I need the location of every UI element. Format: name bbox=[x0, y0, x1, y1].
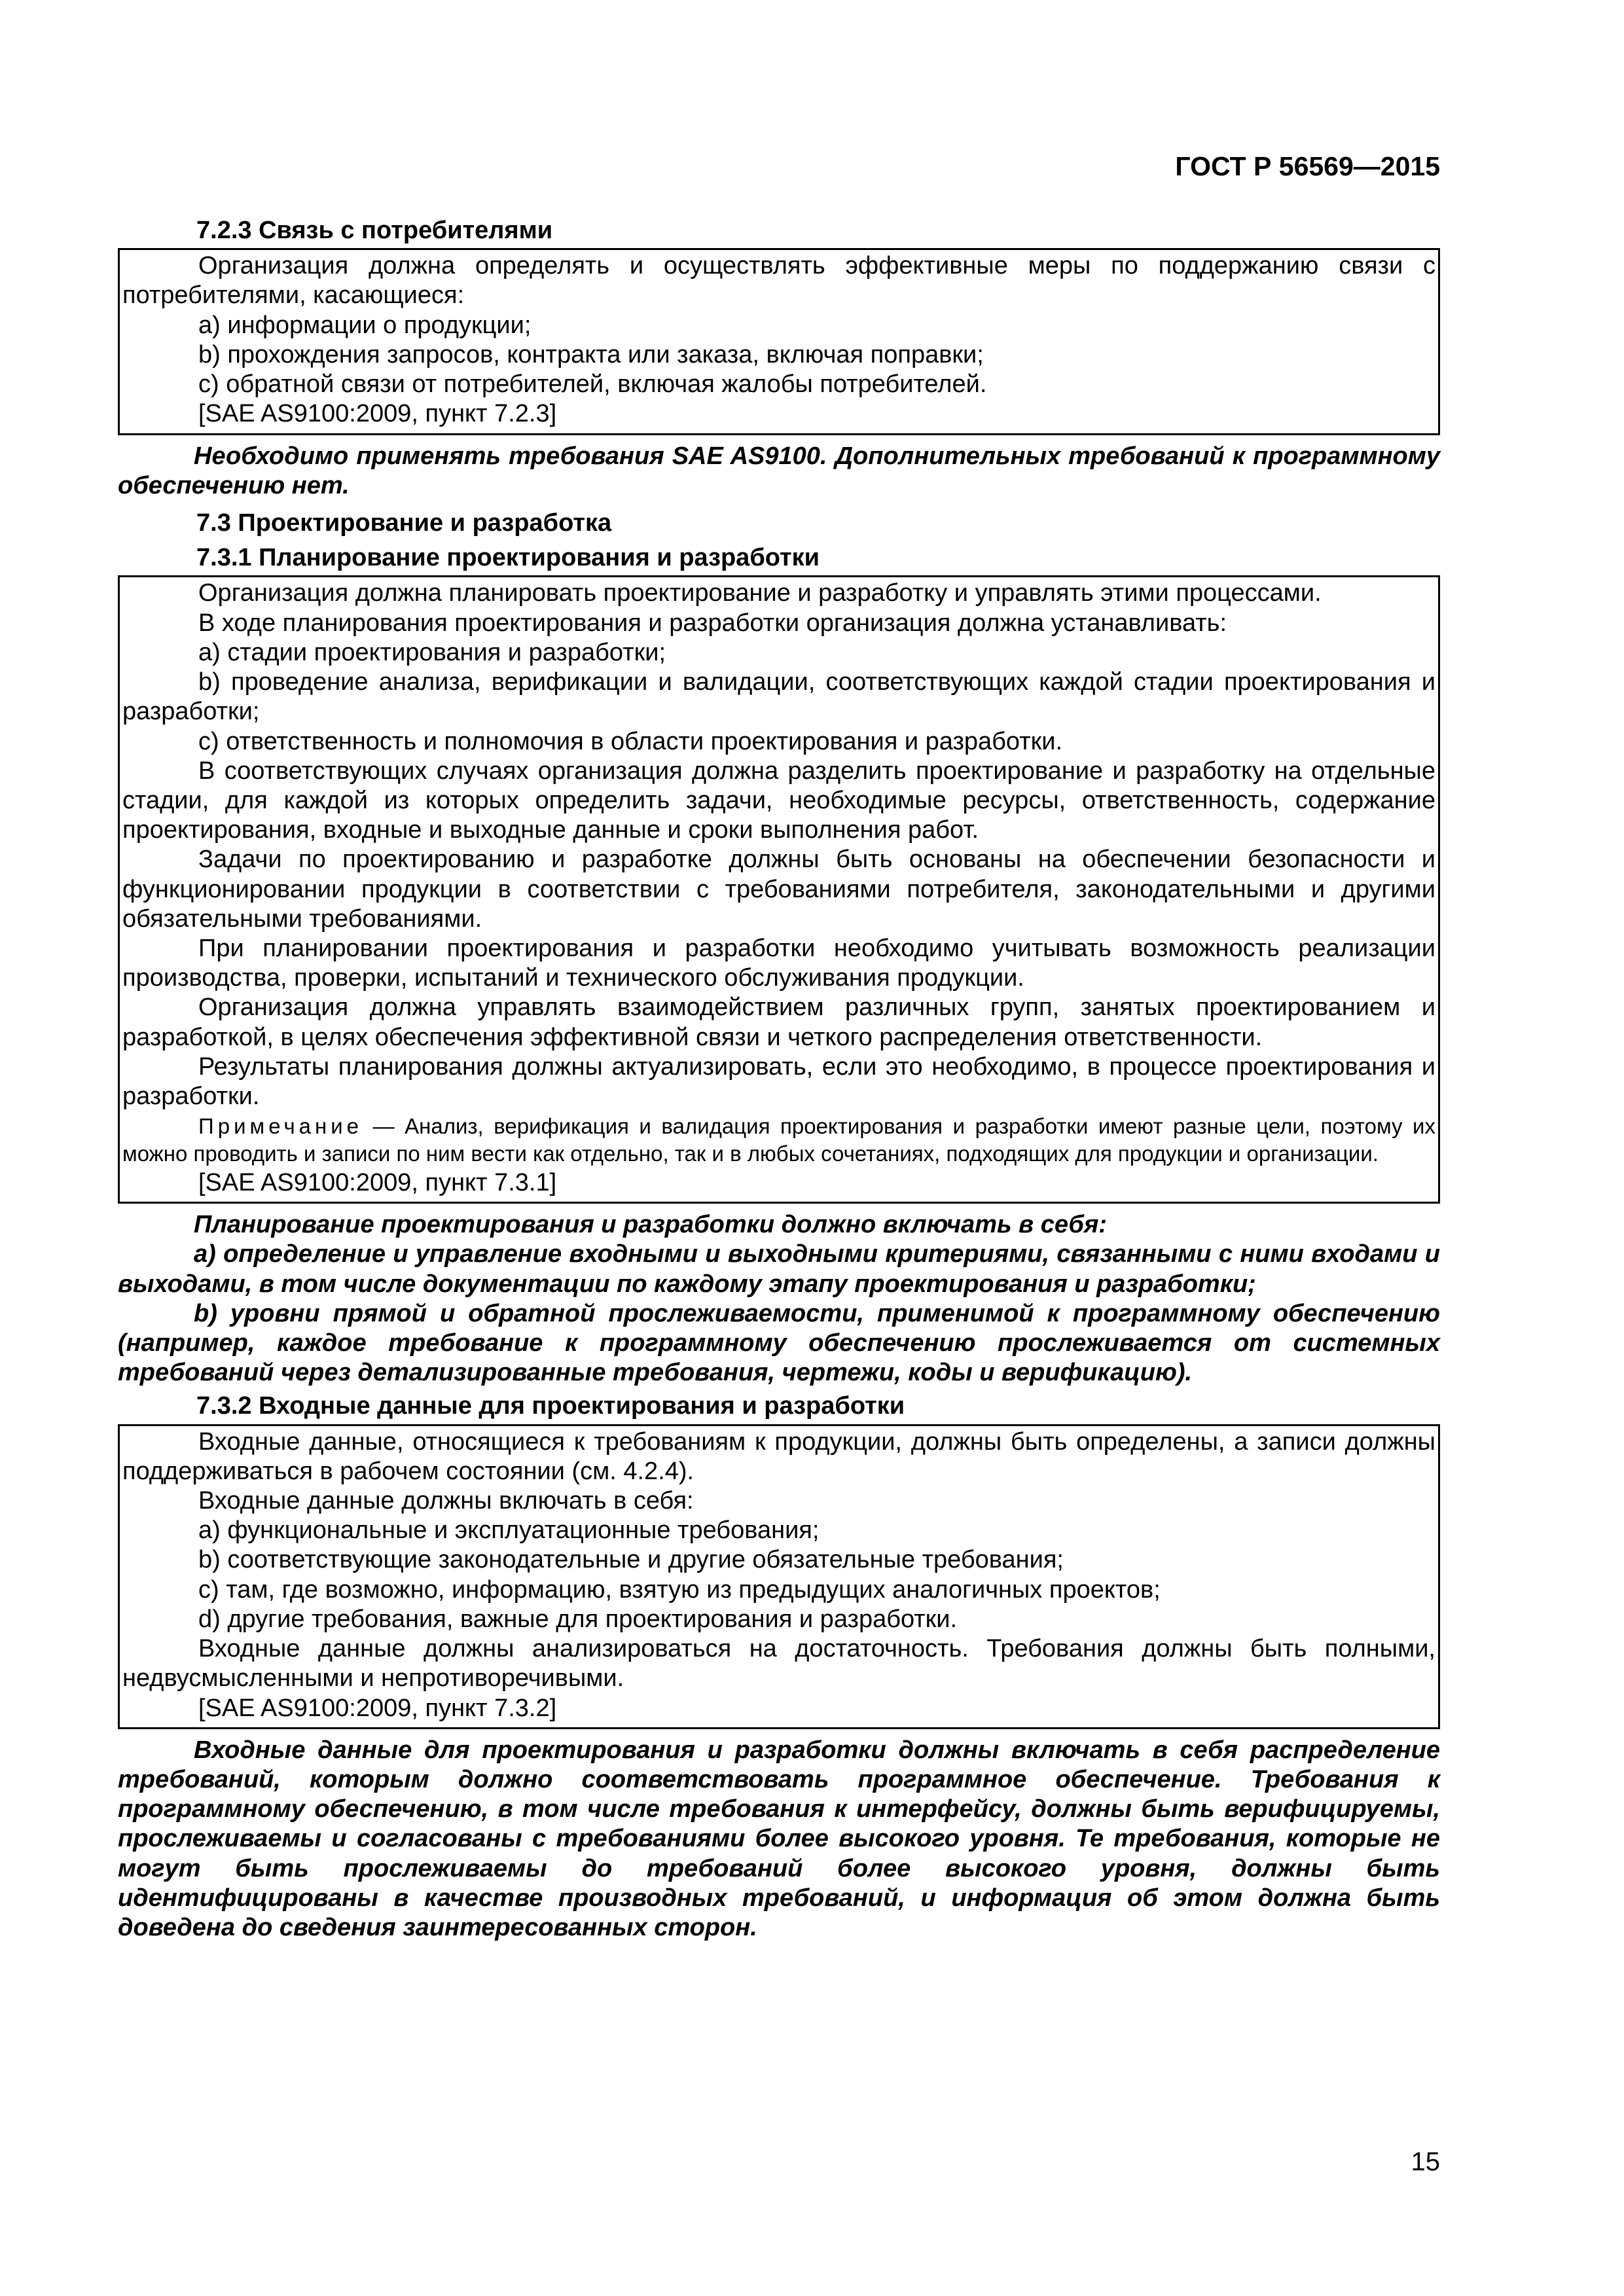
commentary-7-2-3: Необходимо применять требования SAE AS9100. Дополнительных требований к программному обеспечению нет. bbox=[118, 442, 1440, 499]
quoted-requirement-7-2-3 bbox=[118, 248, 1440, 435]
list-item: b) проведение анализа, верификации и валидации, соответствующих каждой стадии проектирования и разработки; bbox=[122, 668, 1435, 726]
commentary-7-3-2: Входные данные для проектирования и разработки должны включать в себя распределение требований, которым должно соответствовать программное обеспечение. Требования к программному обеспечению, в том числе требования к интерфейсу, должны быть верифицируемы, прослеживаемы и согласованы с требованиями более высокого уровня. Те требования, которые не могут быть прослеживаемы до требований более высокого уровня, должны быть идентифицированы в качестве производных требований, и информация об этом должна быть доведена до сведения заинтересованных сторон. bbox=[118, 1736, 1440, 1942]
paragraph: Результаты планирования должны актуализировать, если это необходимо, в процессе проектирования и разработки. bbox=[122, 1052, 1435, 1111]
commentary-item: b) уровни прямой и обратной прослеживаемости, применимой к программному обеспечению (например, каждое требование к программному обеспечению прослеживается от системных требований через детализированные требования, чертежи, коды и верификацию). bbox=[118, 1299, 1440, 1387]
commentary-item: a) определение и управление входными и выходными критериями, связанными с ними входами и выходами, в том числе документации по каждому этапу проектирования и разработки; bbox=[118, 1240, 1440, 1298]
paragraph: Входные данные должны анализироваться на достаточность. Требования должны быть полными, недвусмысленными и непротиворечивыми. bbox=[122, 1635, 1435, 1693]
paragraph: Входные данные должны включать в себя: bbox=[198, 1487, 694, 1515]
commentary-7-3-1 bbox=[118, 1210, 1440, 1388]
paragraph: В ходе планирования проектирования и разработки организация должна устанавливать: bbox=[198, 609, 1227, 637]
quoted-requirement-7-3-1 bbox=[118, 575, 1440, 1204]
section-7-3-heading: 7.3 Проектирование и разработка bbox=[196, 509, 612, 537]
document-code: ГОСТ Р 56569—2015 bbox=[1175, 151, 1440, 181]
page-body bbox=[118, 151, 1440, 1943]
paragraph: Задачи по проектированию и разработке должны быть основаны на обеспечении безопасности и функционировании продукции в соответствии с требованиями потребителя, законодательными и другими обязательными требованиями. bbox=[122, 846, 1435, 933]
list-item: b) соответствующие законодательные и другие обязательные требования; bbox=[198, 1546, 1064, 1574]
paragraph: Организация должна планировать проектирование и разработку и управлять этими процессами. bbox=[198, 579, 1322, 607]
list-item: d) другие требования, важные для проектирования и разработки. bbox=[198, 1605, 958, 1633]
list-item: b) прохождения запросов, контракта или заказа, включая поправки; bbox=[198, 340, 984, 368]
list-item: a) функциональные и эксплуатационные требования; bbox=[198, 1516, 820, 1545]
paragraph: При планировании проектирования и разработки необходимо учитывать возможность реализации производства, проверки, испытаний и технического обслуживания продукции. bbox=[122, 935, 1435, 992]
list-item: c) обратной связи от потребителей, включая жалобы потребителей. bbox=[198, 370, 987, 399]
paragraph: Организация должна управлять взаимодействием различных групп, занятых проектированием и разработкой, в целях обеспечения эффективной связи и четкого распределения ответственности. bbox=[122, 994, 1435, 1051]
list-item: c) ответственность и полномочия в области проектирования и разработки. bbox=[198, 727, 1063, 755]
paragraph: Организация должна определять и осуществлять эффективные меры по поддержанию связи с потребителями, касающиеся: bbox=[122, 252, 1435, 310]
quoted-requirement-7-3-2 bbox=[118, 1424, 1440, 1729]
page-number: 15 bbox=[1411, 2147, 1440, 2176]
reference: [SAE AS9100:2009, пункт 7.3.1] bbox=[198, 1168, 557, 1196]
section-7-3-1-heading: 7.3.1 Планирование проектирования и разработки bbox=[196, 544, 820, 572]
note-label: Примечание bbox=[198, 1114, 363, 1139]
list-item: a) стадии проектирования и разработки; bbox=[198, 638, 666, 666]
note bbox=[122, 1113, 1435, 1167]
list-item: a) информации о продукции; bbox=[198, 311, 532, 339]
commentary-intro: Планирование проектирования и разработки должно включать в себя: bbox=[194, 1211, 1107, 1239]
list-item: c) там, где возможно, информацию, взятую из предыдущих аналогичных проектов; bbox=[198, 1575, 1161, 1604]
reference: [SAE AS9100:2009, пункт 7.2.3] bbox=[198, 400, 557, 428]
reference: [SAE AS9100:2009, пункт 7.3.2] bbox=[198, 1694, 557, 1722]
note-text: — Анализ, верификация и валидация проектирования и разработки имеют разные цели, поэтому их можно проводить и записи по ним вести как отдельно, так и в любых сочетаниях, подходящих для продукции и организации. bbox=[122, 1114, 1435, 1166]
section-7-2-3-heading: 7.2.3 Связь с потребителями bbox=[196, 217, 553, 244]
paragraph: В соответствующих случаях организация должна разделить проектирование и разработку на отдельные стадии, для каждой из которых определить задачи, необходимые ресурсы, ответственность, содержание проектирования, входные и выходные данные и сроки выполнения работ. bbox=[122, 757, 1435, 844]
section-7-3-2-heading: 7.3.2 Входные данные для проектирования и разработки bbox=[196, 1392, 905, 1420]
paragraph: Входные данные, относящиеся к требованиям к продукции, должны быть определены, а записи должны поддерживаться в рабочем состоянии (см. 4.2.4). bbox=[122, 1427, 1435, 1485]
